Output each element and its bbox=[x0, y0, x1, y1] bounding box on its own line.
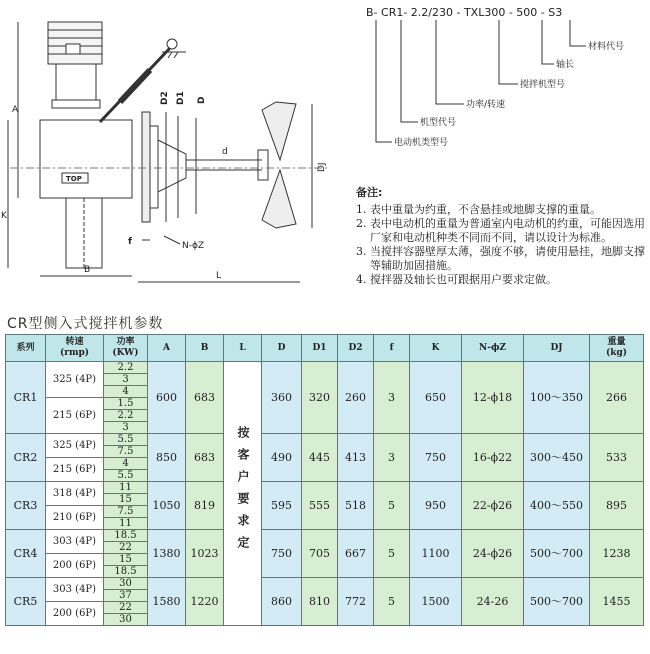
impeller-blade-bottom bbox=[262, 170, 296, 228]
d2-cell: 413 bbox=[338, 434, 374, 482]
code-label-power: 功率/转速 bbox=[466, 100, 506, 110]
speed-cell: 325 (4P) bbox=[46, 362, 104, 398]
power-cell: 2.2 bbox=[104, 362, 148, 374]
note-item bbox=[356, 245, 646, 273]
speed-cell: 303 (4P) bbox=[46, 578, 104, 602]
header-weight-unit: (kg) bbox=[605, 348, 628, 358]
impeller-blade-top bbox=[262, 102, 296, 160]
note-num: 1. bbox=[356, 203, 367, 216]
dim-nz-label: N-ϕZ bbox=[182, 241, 205, 251]
b-cell: 683 bbox=[186, 362, 224, 434]
power-cell: 4 bbox=[104, 458, 148, 470]
model-code-text: B- CR1- 2.2/230 - TXL300 - 500 - S3 bbox=[366, 6, 563, 19]
code-label-mixer: 搅拌机型号 bbox=[520, 80, 566, 90]
series-cell: CR1 bbox=[6, 362, 46, 434]
power-cell: 18.5 bbox=[104, 530, 148, 542]
speed-cell: 200 (6P) bbox=[46, 554, 104, 578]
a-cell: 600 bbox=[148, 362, 186, 434]
nz-cell: 12-ϕ18 bbox=[462, 362, 524, 434]
k-cell: 1500 bbox=[410, 578, 462, 626]
power-cell: 30 bbox=[104, 578, 148, 590]
mixer-drawing bbox=[0, 0, 340, 300]
a-cell: 1380 bbox=[148, 530, 186, 578]
dj-cell: 500～700 bbox=[524, 578, 590, 626]
f-cell: 5 bbox=[374, 578, 410, 626]
f-cell: 5 bbox=[374, 482, 410, 530]
dim-d-label: D bbox=[197, 96, 207, 104]
weight-cell: 1238 bbox=[590, 530, 644, 578]
dim-k-label: K bbox=[1, 211, 7, 221]
f-cell: 3 bbox=[374, 434, 410, 482]
dj-cell: 300～450 bbox=[524, 434, 590, 482]
speed-cell: 200 (6P) bbox=[46, 602, 104, 626]
header-power-label: 功率 bbox=[116, 337, 135, 347]
note-num: 3. bbox=[356, 245, 367, 258]
header-k: K bbox=[410, 335, 462, 362]
model-code-diagram bbox=[366, 4, 646, 154]
series-cell: CR4 bbox=[6, 530, 46, 578]
d2-cell: 518 bbox=[338, 482, 374, 530]
dim-b-label: B bbox=[84, 265, 91, 275]
note-num: 2. bbox=[356, 217, 367, 230]
power-cell: 15 bbox=[104, 494, 148, 506]
table-row bbox=[6, 362, 644, 374]
nz-cell: 22-ϕ26 bbox=[462, 482, 524, 530]
header-dj: DJ bbox=[524, 335, 590, 362]
dim-dj-label: DJ bbox=[317, 162, 327, 172]
d-cell: 595 bbox=[262, 482, 302, 530]
a-cell: 850 bbox=[148, 434, 186, 482]
flange bbox=[142, 112, 150, 222]
weight-cell: 533 bbox=[590, 434, 644, 482]
note-text: 表中电动机的重量为普通室内电动机的约重，可能因选用厂家和电动机种类不同而不同，请以设计为标准。 bbox=[370, 217, 645, 244]
speed-cell: 318 (4P) bbox=[46, 482, 104, 506]
d-cell: 750 bbox=[262, 530, 302, 578]
header-power bbox=[104, 335, 148, 362]
gearbox-housing bbox=[40, 120, 132, 198]
header-weight bbox=[590, 335, 644, 362]
nz-cell: 24-ϕ26 bbox=[462, 530, 524, 578]
power-cell: 5.5 bbox=[104, 434, 148, 446]
header-d2: D2 bbox=[338, 335, 374, 362]
k-cell: 650 bbox=[410, 362, 462, 434]
dim-l-label: L bbox=[216, 271, 222, 281]
f-cell: 5 bbox=[374, 530, 410, 578]
power-cell: 30 bbox=[104, 614, 148, 626]
a-cell: 1580 bbox=[148, 578, 186, 626]
power-cell: 22 bbox=[104, 602, 148, 614]
power-cell: 3 bbox=[104, 374, 148, 386]
notes-title: 备注: bbox=[356, 186, 383, 199]
note-text: 表中重量为约重，不含悬挂或地脚支撑的重量。 bbox=[370, 203, 601, 216]
l-note-text: 按客户要求定 bbox=[236, 426, 250, 558]
code-label-model: 机型代号 bbox=[420, 118, 457, 128]
note-num: 4. bbox=[356, 273, 367, 286]
power-cell: 11 bbox=[104, 518, 148, 530]
header-speed-label: 转速 bbox=[65, 337, 84, 347]
code-label-motor: 电动机类型号 bbox=[394, 138, 449, 148]
d2-cell: 772 bbox=[338, 578, 374, 626]
speed-cell: 215 (6P) bbox=[46, 458, 104, 482]
power-cell: 22 bbox=[104, 542, 148, 554]
b-cell: 819 bbox=[186, 482, 224, 530]
d1-cell: 445 bbox=[302, 434, 338, 482]
header-d: D bbox=[262, 335, 302, 362]
weight-cell: 895 bbox=[590, 482, 644, 530]
header-weight-label: 重量 bbox=[607, 337, 626, 347]
weight-cell: 1455 bbox=[590, 578, 644, 626]
d1-cell: 705 bbox=[302, 530, 338, 578]
table-header-row bbox=[6, 335, 644, 362]
spec-table-body bbox=[6, 362, 644, 626]
table-row bbox=[6, 482, 644, 494]
header-speed bbox=[46, 335, 104, 362]
b-cell: 683 bbox=[186, 434, 224, 482]
nz-cell: 16-ϕ22 bbox=[462, 434, 524, 482]
series-cell: CR5 bbox=[6, 578, 46, 626]
f-cell: 3 bbox=[374, 362, 410, 434]
note-item bbox=[356, 203, 646, 217]
table-row bbox=[6, 434, 644, 446]
k-cell: 1100 bbox=[410, 530, 462, 578]
dj-cell: 100～350 bbox=[524, 362, 590, 434]
header-series: 系列 bbox=[6, 335, 46, 362]
header-a: A bbox=[148, 335, 186, 362]
dim-d2-label: D2 bbox=[160, 91, 170, 105]
d-cell: 360 bbox=[262, 362, 302, 434]
power-cell: 1.5 bbox=[104, 398, 148, 410]
table-title: CR型侧入式搅拌机参数 bbox=[7, 316, 164, 332]
dj-cell: 400～550 bbox=[524, 482, 590, 530]
code-label-shaft: 轴长 bbox=[556, 60, 575, 70]
header-speed-unit: (rmp) bbox=[59, 348, 90, 358]
dim-d1-label: D1 bbox=[176, 91, 186, 105]
l-note-cell bbox=[224, 362, 262, 626]
header-l: L bbox=[224, 335, 262, 362]
power-cell: 4 bbox=[104, 386, 148, 398]
series-cell: CR2 bbox=[6, 434, 46, 482]
power-cell: 15 bbox=[104, 554, 148, 566]
d-cell: 860 bbox=[262, 578, 302, 626]
dj-cell: 500～700 bbox=[524, 530, 590, 578]
note-text: 当搅拌容器壁厚太薄，强度不够，请使用悬挂，地脚支撑等辅助加固措施。 bbox=[370, 245, 645, 272]
header-power-unit: (KW) bbox=[112, 348, 139, 358]
speed-cell: 210 (6P) bbox=[46, 506, 104, 530]
code-label-material: 材料代号 bbox=[588, 42, 625, 52]
d1-cell: 555 bbox=[302, 482, 338, 530]
note-text: 搅拌器及轴长也可跟据用户要求定做。 bbox=[370, 273, 557, 286]
series-cell: CR3 bbox=[6, 482, 46, 530]
d2-cell: 260 bbox=[338, 362, 374, 434]
table-row bbox=[6, 578, 644, 590]
d-cell: 490 bbox=[262, 434, 302, 482]
b-cell: 1220 bbox=[186, 578, 224, 626]
dim-a-label: A bbox=[12, 105, 19, 115]
speed-cell: 303 (4P) bbox=[46, 530, 104, 554]
b-cell: 1023 bbox=[186, 530, 224, 578]
header-nz: N-ϕZ bbox=[462, 335, 524, 362]
k-cell: 950 bbox=[410, 482, 462, 530]
speed-cell: 215 (6P) bbox=[46, 398, 104, 434]
speed-cell: 325 (4P) bbox=[46, 434, 104, 458]
d1-cell: 320 bbox=[302, 362, 338, 434]
d2-cell: 667 bbox=[338, 530, 374, 578]
weight-cell: 266 bbox=[590, 362, 644, 434]
power-cell: 3 bbox=[104, 422, 148, 434]
header-d1: D1 bbox=[302, 335, 338, 362]
dim-small-d-label: d bbox=[222, 147, 228, 157]
power-cell: 7.5 bbox=[104, 506, 148, 518]
nz-cell: 24-26 bbox=[462, 578, 524, 626]
spec-table bbox=[5, 334, 644, 626]
top-label: TOP bbox=[66, 175, 82, 183]
power-cell: 7.5 bbox=[104, 446, 148, 458]
table-row bbox=[6, 530, 644, 542]
notes bbox=[356, 186, 646, 287]
header-b: B bbox=[186, 335, 224, 362]
power-cell: 2.2 bbox=[104, 410, 148, 422]
power-cell: 37 bbox=[104, 590, 148, 602]
dim-f-label: f bbox=[128, 237, 132, 247]
note-item bbox=[356, 273, 646, 287]
power-cell: 11 bbox=[104, 482, 148, 494]
a-cell: 1050 bbox=[148, 482, 186, 530]
power-cell: 18.5 bbox=[104, 566, 148, 578]
power-cell: 5.5 bbox=[104, 470, 148, 482]
k-cell: 750 bbox=[410, 434, 462, 482]
d1-cell: 810 bbox=[302, 578, 338, 626]
header-f: f bbox=[374, 335, 410, 362]
note-item bbox=[356, 217, 646, 245]
motor-body bbox=[48, 22, 102, 64]
